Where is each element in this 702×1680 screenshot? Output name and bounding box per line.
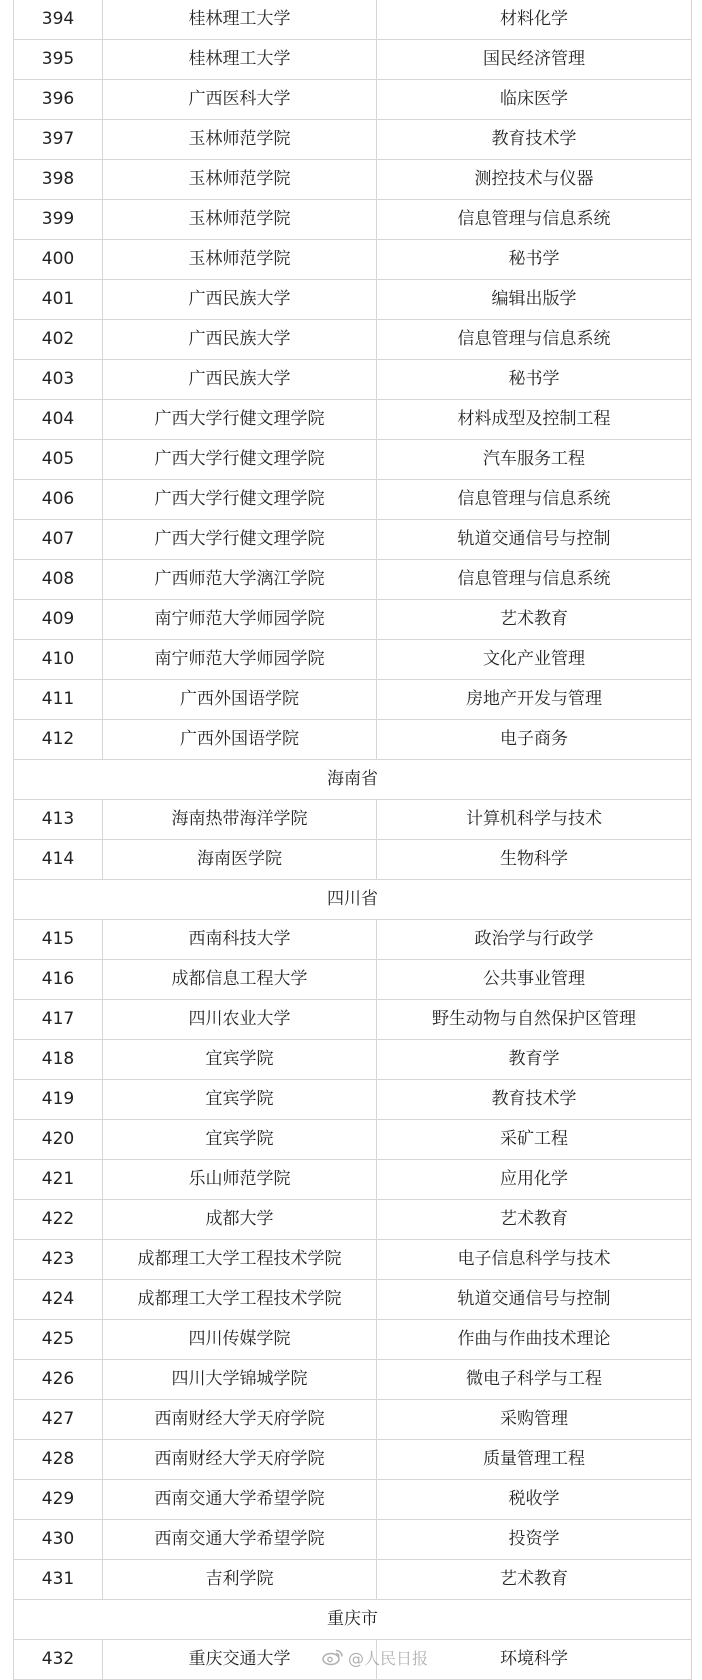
table-row <box>14 280 691 320</box>
school-name-cell: 玉林师范学院 <box>102 160 376 199</box>
table-row <box>14 240 691 280</box>
school-name-cell: 广西大学行健文理学院 <box>102 440 376 479</box>
table-row <box>14 960 691 1000</box>
serial-number-cell: 417 <box>41 1009 75 1029</box>
serial-number-cell: 422 <box>41 1209 75 1229</box>
serial-number-cell: 428 <box>41 1449 75 1469</box>
serial-number-cell: 420 <box>41 1129 75 1149</box>
major-name-cell: 测控技术与仪器 <box>376 160 691 199</box>
major-name-cell: 信息管理与信息系统 <box>376 200 691 239</box>
serial-number-cell: 411 <box>41 689 75 709</box>
table-row <box>14 1280 691 1320</box>
table-row <box>14 1000 691 1040</box>
school-name-cell: 成都信息工程大学 <box>102 960 376 999</box>
major-name-cell: 材料化学 <box>376 0 691 39</box>
table-row <box>14 1120 691 1160</box>
school-name-cell: 玉林师范学院 <box>102 240 376 279</box>
serial-number-cell: 419 <box>41 1089 75 1109</box>
serial-number-cell: 406 <box>41 489 75 509</box>
major-name-cell: 野生动物与自然保护区管理 <box>376 1000 691 1039</box>
school-name-cell: 西南财经大学天府学院 <box>102 1400 376 1439</box>
serial-number-cell: 395 <box>41 49 75 69</box>
table-row <box>14 440 691 480</box>
school-name-cell: 桂林理工大学 <box>102 0 376 39</box>
serial-number-cell: 408 <box>41 569 75 589</box>
serial-number-cell: 424 <box>41 1289 75 1309</box>
table-row <box>14 0 691 40</box>
major-name-cell: 信息管理与信息系统 <box>376 560 691 599</box>
major-name-cell: 教育技术学 <box>376 1080 691 1119</box>
major-name-cell: 质量管理工程 <box>376 1440 691 1479</box>
serial-number-cell: 418 <box>41 1049 75 1069</box>
serial-number-cell: 421 <box>41 1169 75 1189</box>
school-name-cell: 成都大学 <box>102 1200 376 1239</box>
major-name-cell: 秘书学 <box>376 240 691 279</box>
table-row <box>14 920 691 960</box>
serial-number-cell: 429 <box>41 1489 75 1509</box>
province-name: 海南省 <box>327 769 378 789</box>
major-name-cell: 艺术教育 <box>376 1560 691 1599</box>
major-name-cell: 信息管理与信息系统 <box>376 480 691 519</box>
table-row <box>14 720 691 760</box>
school-name-cell: 广西民族大学 <box>102 360 376 399</box>
serial-number-cell: 430 <box>41 1529 75 1549</box>
major-name-cell: 艺术教育 <box>376 1200 691 1239</box>
serial-number-cell: 414 <box>41 849 75 869</box>
majors-table <box>13 0 692 1680</box>
table-row <box>14 1080 691 1120</box>
table-row <box>14 40 691 80</box>
major-name-cell: 艺术教育 <box>376 600 691 639</box>
major-name-cell: 微电子科学与工程 <box>376 1360 691 1399</box>
province-header-row <box>14 760 691 800</box>
table-row <box>14 680 691 720</box>
major-name-cell: 文化产业管理 <box>376 640 691 679</box>
school-name-cell: 四川大学锦城学院 <box>102 1360 376 1399</box>
school-name-cell: 广西外国语学院 <box>102 720 376 759</box>
major-name-cell: 税收学 <box>376 1480 691 1519</box>
serial-number-cell: 399 <box>41 209 75 229</box>
major-name-cell: 投资学 <box>376 1520 691 1559</box>
school-name-cell: 宜宾学院 <box>102 1080 376 1119</box>
serial-number-cell: 412 <box>41 729 75 749</box>
table-row <box>14 560 691 600</box>
school-name-cell: 广西大学行健文理学院 <box>102 480 376 519</box>
major-name-cell: 信息管理与信息系统 <box>376 320 691 359</box>
serial-number-cell: 416 <box>41 969 75 989</box>
school-name-cell: 玉林师范学院 <box>102 120 376 159</box>
major-name-cell: 电子商务 <box>376 720 691 759</box>
province-name: 四川省 <box>327 889 378 909</box>
serial-number-cell: 396 <box>41 89 75 109</box>
school-name-cell: 四川农业大学 <box>102 1000 376 1039</box>
serial-number-cell: 413 <box>41 809 75 829</box>
school-name-cell: 四川传媒学院 <box>102 1320 376 1359</box>
school-name-cell: 广西民族大学 <box>102 320 376 359</box>
table-row <box>14 360 691 400</box>
serial-number-cell: 409 <box>41 609 75 629</box>
table-row <box>14 1400 691 1440</box>
school-name-cell: 广西大学行健文理学院 <box>102 520 376 559</box>
school-name-cell: 西南科技大学 <box>102 920 376 959</box>
school-name-cell: 南宁师范大学师园学院 <box>102 600 376 639</box>
serial-number-cell: 398 <box>41 169 75 189</box>
school-name-cell: 成都理工大学工程技术学院 <box>102 1240 376 1279</box>
serial-number-cell: 427 <box>41 1409 75 1429</box>
school-name-cell: 广西外国语学院 <box>102 680 376 719</box>
table-row <box>14 160 691 200</box>
major-name-cell: 应用化学 <box>376 1160 691 1199</box>
school-name-cell: 桂林理工大学 <box>102 40 376 79</box>
school-name-cell: 宜宾学院 <box>102 1040 376 1079</box>
serial-number-cell: 394 <box>41 9 75 29</box>
major-name-cell: 教育学 <box>376 1040 691 1079</box>
table-row <box>14 800 691 840</box>
school-name-cell: 广西民族大学 <box>102 280 376 319</box>
serial-number-cell: 410 <box>41 649 75 669</box>
serial-number-cell: 405 <box>41 449 75 469</box>
table-row <box>14 200 691 240</box>
table-row <box>14 120 691 160</box>
serial-number-cell: 400 <box>41 249 75 269</box>
major-name-cell: 采购管理 <box>376 1400 691 1439</box>
table-row <box>14 1160 691 1200</box>
table-row <box>14 320 691 360</box>
serial-number-cell: 431 <box>41 1569 75 1589</box>
serial-number-cell: 423 <box>41 1249 75 1269</box>
school-name-cell: 吉利学院 <box>102 1560 376 1599</box>
major-name-cell: 采矿工程 <box>376 1120 691 1159</box>
major-name-cell: 作曲与作曲技术理论 <box>376 1320 691 1359</box>
serial-number-cell: 401 <box>41 289 75 309</box>
watermark-text: @人民日报 <box>348 1648 429 1668</box>
table-row <box>14 1640 691 1680</box>
table-row <box>14 1040 691 1080</box>
school-name-cell: 南宁师范大学师园学院 <box>102 640 376 679</box>
table-row <box>14 480 691 520</box>
major-name-cell: 公共事业管理 <box>376 960 691 999</box>
major-name-cell: 临床医学 <box>376 80 691 119</box>
serial-number-cell: 407 <box>41 529 75 549</box>
table-row <box>14 1520 691 1560</box>
major-name-cell: 政治学与行政学 <box>376 920 691 959</box>
table-row <box>14 1560 691 1600</box>
province-header-row <box>14 1600 691 1640</box>
table-row <box>14 1200 691 1240</box>
major-name-cell: 汽车服务工程 <box>376 440 691 479</box>
serial-number-cell: 432 <box>41 1649 75 1669</box>
province-header-row <box>14 880 691 920</box>
table-row <box>14 80 691 120</box>
serial-number-cell: 426 <box>41 1369 75 1389</box>
major-name-cell: 轨道交通信号与控制 <box>376 1280 691 1319</box>
school-name-cell: 西南交通大学希望学院 <box>102 1520 376 1559</box>
serial-number-cell: 402 <box>41 329 75 349</box>
school-name-cell: 重庆交通大学 <box>102 1640 376 1679</box>
school-name-cell: 乐山师范学院 <box>102 1160 376 1199</box>
major-name-cell: 轨道交通信号与控制 <box>376 520 691 559</box>
table-row <box>14 840 691 880</box>
province-name: 重庆市 <box>327 1609 378 1629</box>
serial-number-cell: 397 <box>41 129 75 149</box>
table-row <box>14 1360 691 1400</box>
school-name-cell: 西南交通大学希望学院 <box>102 1480 376 1519</box>
major-name-cell: 计算机科学与技术 <box>376 800 691 839</box>
school-name-cell: 广西大学行健文理学院 <box>102 400 376 439</box>
school-name-cell: 海南热带海洋学院 <box>102 800 376 839</box>
school-name-cell: 广西师范大学漓江学院 <box>102 560 376 599</box>
major-name-cell: 生物科学 <box>376 840 691 879</box>
major-name-cell: 教育技术学 <box>376 120 691 159</box>
major-name-cell: 电子信息科学与技术 <box>376 1240 691 1279</box>
school-name-cell: 玉林师范学院 <box>102 200 376 239</box>
table-row <box>14 640 691 680</box>
school-name-cell: 海南医学院 <box>102 840 376 879</box>
serial-number-cell: 403 <box>41 369 75 389</box>
table-row <box>14 520 691 560</box>
serial-number-cell: 425 <box>41 1329 75 1349</box>
school-name-cell: 广西医科大学 <box>102 80 376 119</box>
major-name-cell: 材料成型及控制工程 <box>376 400 691 439</box>
major-name-cell: 房地产开发与管理 <box>376 680 691 719</box>
table-row <box>14 600 691 640</box>
table-row <box>14 1440 691 1480</box>
school-name-cell: 宜宾学院 <box>102 1120 376 1159</box>
table-row <box>14 1240 691 1280</box>
school-name-cell: 成都理工大学工程技术学院 <box>102 1280 376 1319</box>
school-name-cell: 西南财经大学天府学院 <box>102 1440 376 1479</box>
serial-number-cell: 415 <box>41 929 75 949</box>
major-name-cell: 国民经济管理 <box>376 40 691 79</box>
major-name-cell: 秘书学 <box>376 360 691 399</box>
major-name-cell: 环境科学 <box>376 1640 691 1679</box>
table-row <box>14 1480 691 1520</box>
serial-number-cell: 404 <box>41 409 75 429</box>
table-row <box>14 1320 691 1360</box>
table-row <box>14 400 691 440</box>
major-name-cell: 编辑出版学 <box>376 280 691 319</box>
